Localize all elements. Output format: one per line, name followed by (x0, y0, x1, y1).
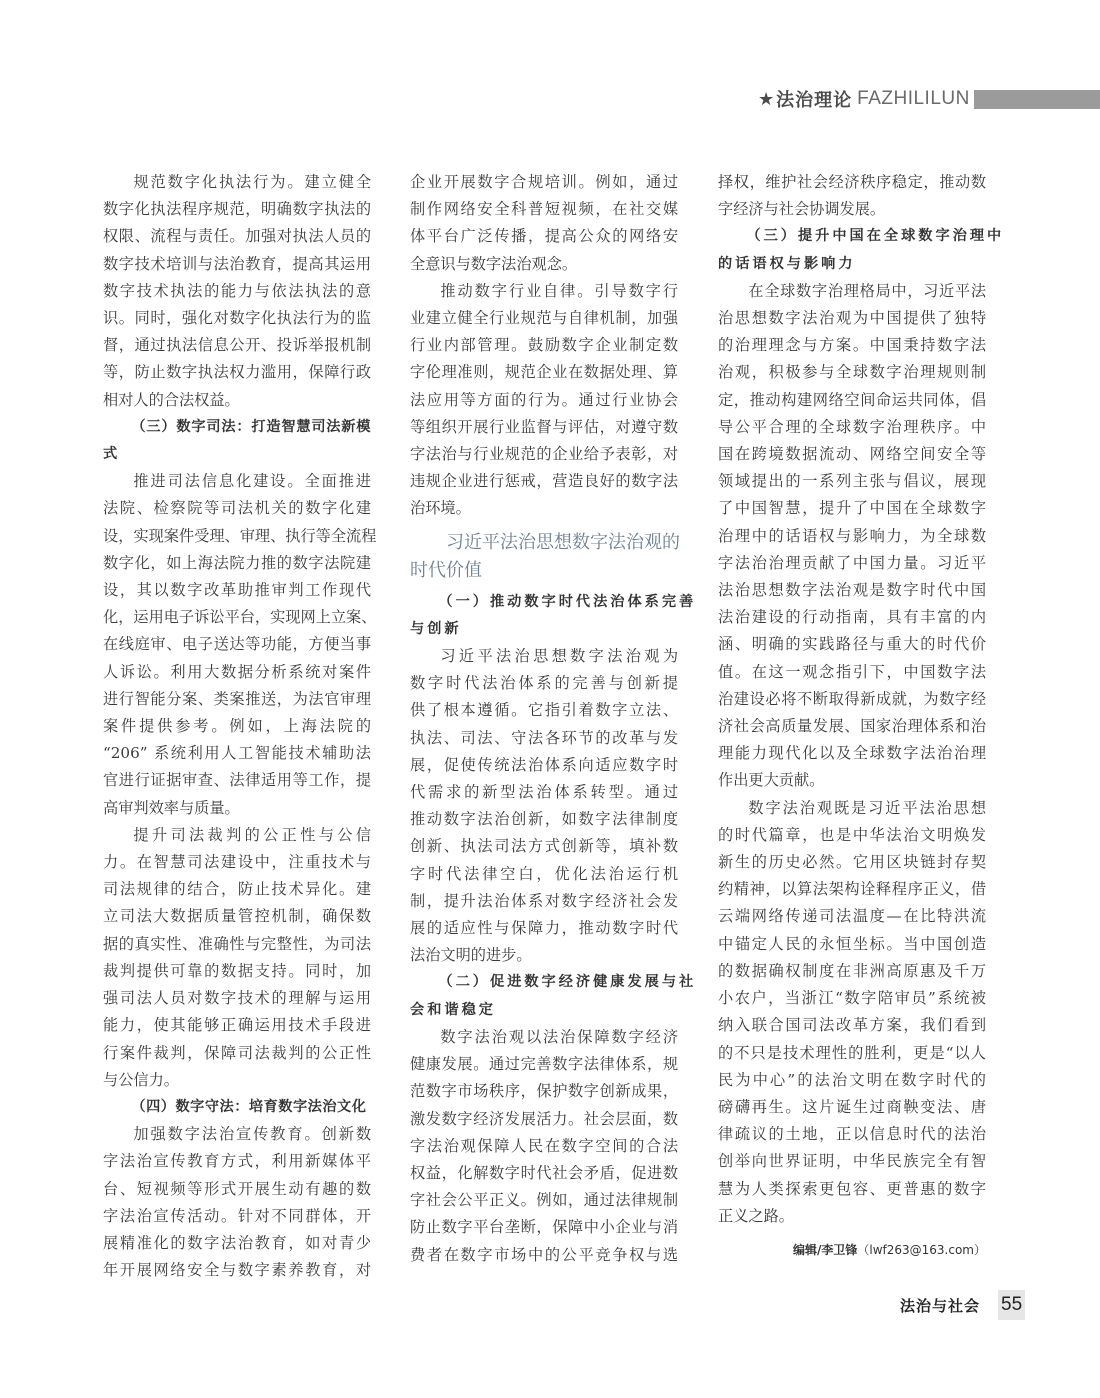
text-line: 台、短视频等形式开展生动有趣的数 (103, 1179, 371, 1198)
header-bar (974, 90, 1100, 109)
text-line: 正义之路。 (718, 1206, 794, 1225)
paragraph (410, 278, 678, 523)
text-line: 费者在数字市场中的公平竞争权与选 (410, 1245, 678, 1264)
page-number: 55 (998, 1290, 1025, 1320)
text-line: 官进行证据审查、法律适用等工作，提 (103, 771, 371, 790)
text-line: 加强数字法治宣传教育。创新数 (133, 1125, 371, 1144)
text-line: 治环境。 (410, 499, 471, 518)
text-line: 的不只是技术理性的胜利，更是“以人 (718, 1043, 986, 1062)
text-line: 行业内部管理。鼓励数字企业制定数 (410, 336, 678, 355)
text-line: 据的真实性、准确性与完整性，为司法 (103, 934, 371, 953)
text-line: 字伦理准则，规范企业在数据处理、算 (410, 363, 678, 382)
text-line: 法院、检察院等司法机关的数字化建 (103, 499, 371, 518)
subheading: （四）数字守法：培育数字法治文化 (131, 1098, 367, 1115)
text-line: 范数字市场秩序，保护数字创新成果， (410, 1082, 678, 1101)
text-line: 化，运用电子诉讼平台，实现网上立案、 (103, 608, 377, 627)
column-1 (103, 169, 377, 1284)
text-line: 治观，积极参与全球数字治理规则制 (718, 363, 986, 382)
text-line: 字经济与社会协调发展。 (718, 200, 886, 219)
text-line: 数字法治观以法治保障数字经济 (440, 1027, 678, 1046)
paragraph (103, 169, 371, 414)
column-3 (718, 169, 1005, 1230)
text-line: 字时代法律空白，优化法治运行机 (410, 864, 678, 883)
text-line: 导公平合理的全球数字治理秩序。中 (718, 417, 986, 436)
text-line: 数字技术培训与法治教育，提高其运用 (103, 254, 371, 273)
text-line: 法治思想数字法治观是数字时代中国 (718, 581, 986, 600)
text-line: 小农户，当浙江“数字陪审员”系统被 (718, 989, 986, 1008)
text-line: 约精神，以算法架构诠释程序正义，借 (718, 880, 986, 899)
text-line: 违规企业进行惩戒，营造良好的数字法 (410, 472, 678, 491)
text-line: 推进司法信息化建设。全面推进 (133, 472, 371, 491)
text-line: 涵、明确的实践路径与重大的时代价 (718, 635, 986, 654)
text-line: 司法规律的结合，防止技术异化。建 (103, 880, 371, 899)
text-line: 代需求的新型法治体系转型。通过 (410, 783, 678, 802)
text-line: 字法治与行业规范的企业给予表彰，对 (410, 445, 678, 464)
text-line: 领域提出的一系列主张与倡议，展现 (718, 472, 986, 491)
paragraph (410, 169, 678, 278)
text-line: 立司法大数据质量管控机制，确保数 (103, 907, 371, 926)
star-icon: ★ (758, 88, 775, 110)
text-line: 济社会高质量发展、国家治理体系和治 (718, 717, 986, 736)
text-line: 业建立健全行业规范与自律机制，加强 (410, 309, 678, 328)
text-line: 习近平法治思想数字法治观的 (446, 531, 680, 553)
text-line: 治理中的话语权与影响力，为全球数 (718, 526, 986, 545)
text-line: 的话语权与影响力 (718, 255, 856, 272)
text-line: 供了根本遵循。它指引着数字立法、 (410, 701, 678, 720)
section-name-cn: 法治理论 (776, 90, 853, 111)
text-line: 等，防止数字执法权力滥用，保障行政 (103, 363, 371, 382)
text-line: 激发数字经济发展活力。社会层面，数 (410, 1109, 678, 1128)
text-line: 时代价值 (410, 559, 482, 581)
text-line: 习近平法治思想数字法治观为 (440, 647, 678, 666)
page-footer (900, 1290, 1025, 1320)
paragraph (410, 1024, 678, 1269)
text-line: 在全球数字治理格局中，习近平法 (748, 281, 986, 300)
text-line: 磅礴再生。这片诞生过商鞅变法、唐 (718, 1097, 986, 1116)
text-line: 的治理理念与方案。中国秉持数字法 (718, 336, 986, 355)
text-line: 设，实现案件受理、审理、执行等全流程 (103, 526, 377, 545)
editor-email: （lwf263@163.com） (857, 1243, 986, 1257)
section-title (410, 529, 678, 585)
text-line: 法治建设的行动指南，具有丰富的内 (718, 608, 986, 627)
running-header (758, 86, 1100, 112)
text-line: 择权，维护社会经济秩序稳定，推动数 (718, 173, 986, 191)
text-line: 与创新 (410, 620, 462, 637)
text-line: 的时代篇章，也是中华法治文明焕发 (718, 825, 986, 844)
text-line: 人诉讼。利用大数据分析系统对案件 (103, 662, 371, 681)
text-line: 值。在这一观念指引下，中国数字法 (718, 662, 986, 681)
text-line: （一）推动数字时代法治体系完善 (438, 593, 697, 610)
text-line: 字法治治理贡献了中国力量。习近平 (718, 553, 986, 572)
text-line: 权益，化解数字时代社会矛盾，促进数 (410, 1163, 678, 1182)
text-line: “206” 系统利用人工智能技术辅助法 (103, 744, 371, 763)
subheading (410, 969, 697, 1023)
text-line: 高审判效率与质量。 (103, 798, 240, 817)
text-line: 法应用等方面的行为。通过行业协会 (410, 390, 678, 409)
text-line: 字法治宣传教育方式，利用新媒体平 (103, 1152, 371, 1171)
text-line: 督，通过执法信息公开、投诉举报机制 (103, 336, 371, 355)
text-line: 中锚定人民的永恒坐标。当中国创造 (718, 934, 986, 953)
paragraph (718, 278, 986, 795)
editor-credit (700, 1241, 986, 1258)
text-line: 的数据确权制度在非洲高原惠及千万 (718, 961, 986, 980)
section-name-en: FAZHILILUN (857, 88, 970, 109)
text-line: 数字化执法程序规范，明确数字执法的 (103, 200, 371, 219)
text-line: 数字技术执法的能力与依法执法的意 (103, 281, 371, 300)
text-line: 展精准化的数字法治教育，如对青少 (103, 1233, 371, 1252)
text-line: 新生的历史必然。它用区块链封存契 (718, 853, 986, 872)
paragraph (103, 468, 377, 822)
text-line: 国在跨境数据流动、网络空间安全等 (718, 445, 986, 464)
text-line: （三）提升中国在全球数字治理中 (746, 228, 1005, 245)
paragraph (718, 169, 986, 223)
text-line: 作出更大贡献。 (718, 771, 825, 790)
text-line: 数字化，如上海法院力推的数字法院建 (103, 553, 371, 572)
text-line: 民为中心”的法治文明在数字时代的 (718, 1070, 986, 1089)
text-line: 力。在智慧司法建设中，注重技术与 (103, 853, 371, 872)
paragraph (410, 643, 678, 969)
subheading (410, 589, 697, 643)
text-line: 防止数字平台垄断，保障中小企业与消 (410, 1218, 678, 1237)
text-line: 展，促使传统法治体系向适应数字时 (410, 755, 678, 774)
text-line: 定，推动构建网络空间命运共同体，倡 (718, 390, 986, 409)
text-line: 年开展网络安全与数字素养教育，对 (103, 1261, 371, 1280)
text-line: 健康发展。通过完善数字法律体系，规 (410, 1055, 678, 1074)
text-line: 会和谐稳定 (410, 1001, 496, 1018)
text-line: 数字时代法治体系的完善与创新提 (410, 674, 678, 693)
text-line: 展的适应性与保障力，推动数字时代 (410, 919, 678, 938)
text-line: 识。同时，强化对数字化执法行为的监 (103, 309, 371, 328)
paragraph (718, 795, 986, 1230)
text-line: 治建设必将不断取得新成就，为数字经 (718, 689, 986, 708)
text-line: 了中国智慧，提升了中国在全球数字 (718, 499, 986, 518)
text-line: 进行智能分案、类案推送，为法官审理 (103, 689, 371, 708)
paragraph (103, 822, 371, 1094)
text-line: 全意识与数字法治观念。 (410, 254, 578, 273)
text-line: 强司法人员对数字技术的理解与运用 (103, 989, 371, 1008)
text-line: 案件提供参考。例如，上海法院的 (103, 717, 371, 736)
paragraph (103, 1121, 371, 1284)
text-line: 设，其以数字改革助推审判工作现代 (103, 581, 371, 600)
text-line: 数字法治观既是习近平法治思想 (748, 798, 986, 817)
text-line: 能力，使其能够正确运用技术手段进 (103, 1016, 371, 1035)
text-line: 理能力现代化以及全球数字法治治理 (718, 744, 986, 763)
magazine-name: 法治与社会 (900, 1296, 981, 1315)
text-line: 推动数字行业自律。引导数字行 (440, 281, 678, 300)
text-line: 相对人的合法权益。 (103, 390, 240, 409)
text-line: 推动数字法治创新，如数字法律制度 (410, 810, 678, 829)
text-line: 慧为人类探索更包容、更普惠的数字 (718, 1179, 986, 1198)
column-2 (410, 169, 697, 1269)
subheading (718, 223, 1005, 277)
text-line: 制，提升法治体系对数字经济社会发 (410, 891, 678, 910)
text-line: 行案件裁判，保障司法裁判的公正性 (103, 1043, 371, 1062)
text-line: 治思想数字法治观为中国提供了独特 (718, 309, 986, 328)
text-line: （二）促进数字经济健康发展与社 (438, 974, 697, 991)
text-line: 提升司法裁判的公正性与公信 (133, 825, 371, 844)
text-line: 企业开展数字合规培训。例如，通过 (410, 173, 678, 191)
text-line: 制作网络安全科普短视频，在社交媒 (410, 200, 678, 219)
text-line: 体平台广泛传播，提高公众的网络安 (410, 227, 678, 246)
text-line: 字法治宣传活动。针对不同群体，开 (103, 1206, 371, 1225)
text-line: 与公信力。 (103, 1070, 179, 1089)
text-line: 执法、司法、守法各环节的改革与发 (410, 728, 678, 747)
text-line: 字法治观保障人民在数字空间的合法 (410, 1136, 678, 1155)
subheading: （三）数字司法：打造智慧司法新模式 (103, 418, 371, 463)
text-line: 创举向世界证明，中华民族完全有智 (718, 1152, 986, 1171)
text-line: 律疏议的土地，正以信息时代的法治 (718, 1125, 986, 1144)
text-line: 裁判提供可靠的数据支持。同时，加 (103, 961, 371, 980)
text-line: 法治文明的进步。 (410, 946, 532, 965)
text-line: 规范数字化执法行为。建立健全 (133, 173, 371, 191)
text-line: 等组织开展行业监督与评估，对遵守数 (410, 417, 678, 436)
text-line: 云端网络传递司法温度—在比特洪流 (718, 907, 986, 926)
text-line: 创新、执法司法方式创新等，填补数 (410, 837, 678, 856)
editor-name: 编辑/李卫锋 (792, 1243, 858, 1257)
text-line: 权限、流程与责任。加强对执法人员的 (103, 227, 371, 246)
text-line: 在线庭审、电子送达等功能，方便当事 (103, 635, 371, 654)
text-line: 字社会公平正义。例如，通过法律规制 (410, 1191, 678, 1210)
text-line: 纳入联合国司法改革方案，我们看到 (718, 1016, 986, 1035)
